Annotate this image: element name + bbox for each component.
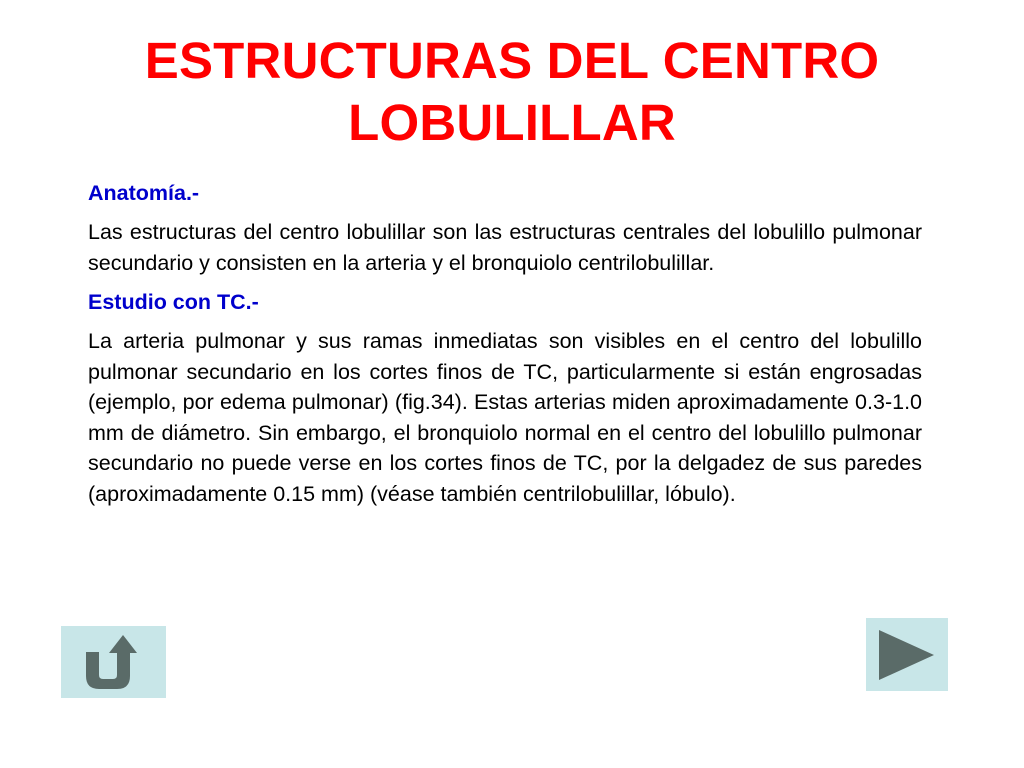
play-triangle-icon: [866, 618, 948, 691]
return-arrow-icon: [61, 626, 166, 698]
slide-content: [88, 178, 922, 518]
section-heading-anatomia: Anatomía.-: [88, 181, 200, 205]
section-heading-estudio-tc: Estudio con TC.-: [88, 290, 259, 314]
slide-title: ESTRUCTURAS DEL CENTRO LOBULILLAR: [144, 32, 880, 151]
back-button[interactable]: [61, 626, 166, 698]
next-button[interactable]: [866, 618, 948, 691]
section-text-estudio-tc: La arteria pulmonar y sus ramas inmediatas son visibles en el centro del lobulillo pulmonar secundario en los cortes finos de TC, particularmente si están engrosadas (ejemplo, por edema pulmonar) (fig.34). Estas arterias miden aproximadamente 0.3-1.0 mm de diámetro. Sin embargo, el bronquiolo normal en el centro del lobulillo pulmonar secundario no puede verse en los cortes finos de TC, por la delgadez de sus paredes (aproximadamente 0.15 mm) (véase también centrilobulillar, lóbulo).: [88, 329, 922, 506]
section-text-anatomia: Las estructuras del centro lobulillar son las estructuras centrales del lobulillo pulmonar secundario y consisten en la arteria y el bronquiolo centrilobulillar.: [88, 220, 922, 275]
